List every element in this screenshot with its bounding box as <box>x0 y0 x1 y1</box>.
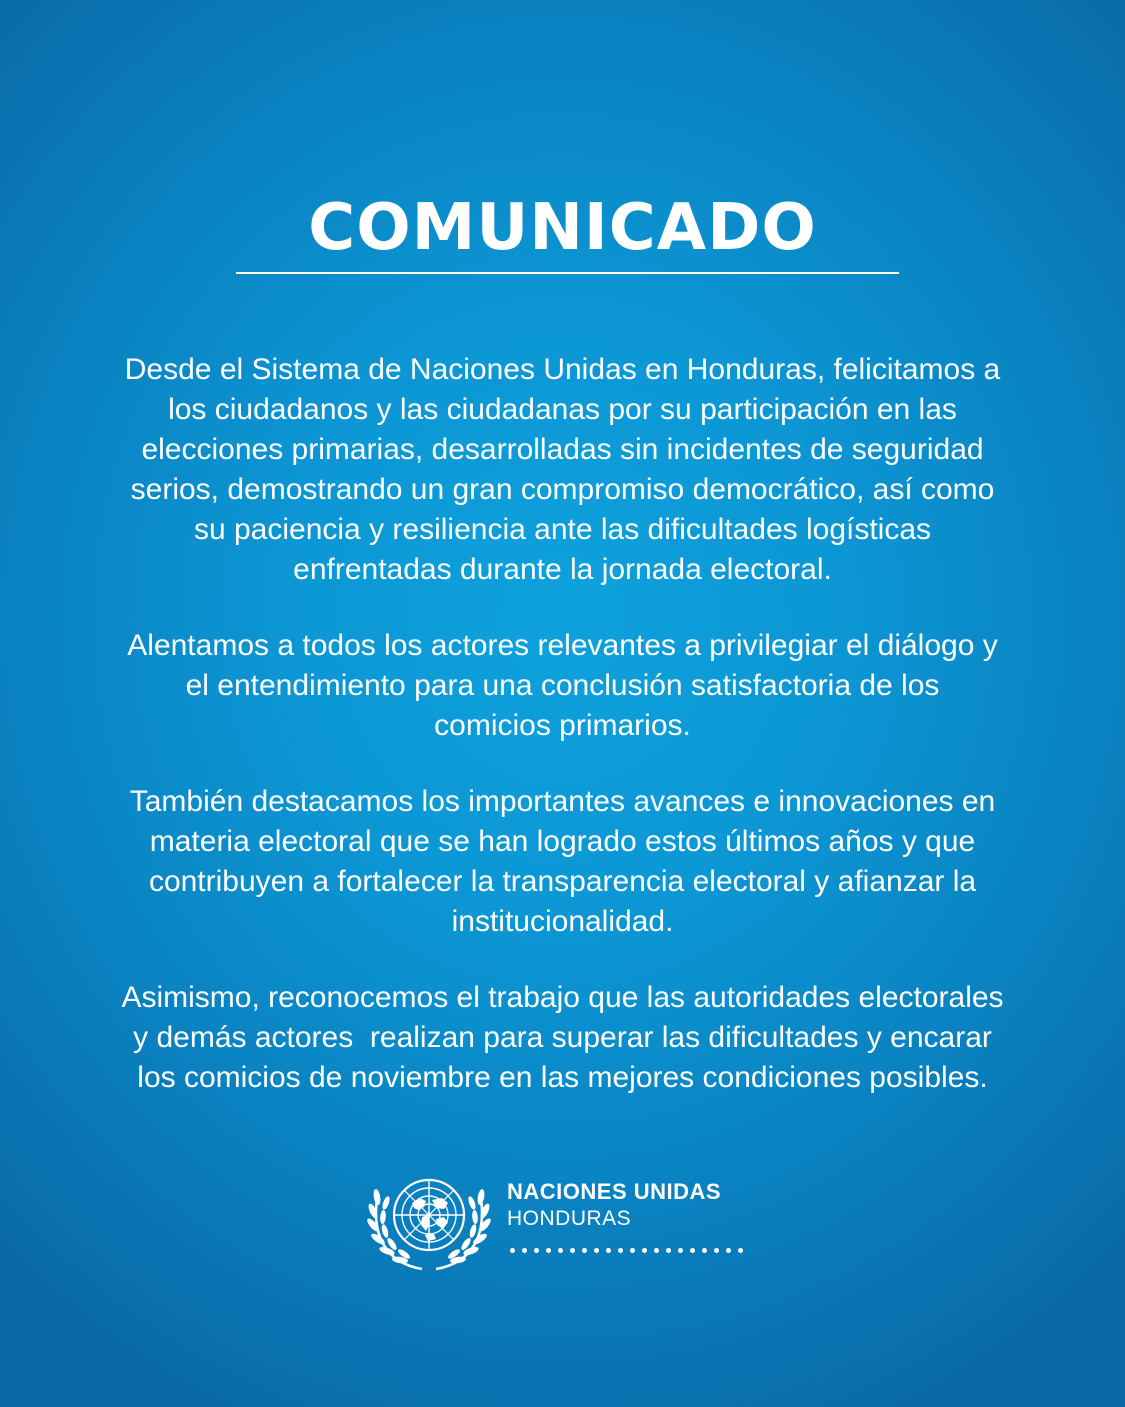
paragraph-line: También destacamos los importantes avances e innovaciones en <box>129 785 996 818</box>
dot <box>606 1248 611 1253</box>
paragraph-line: elecciones primarias, desarrolladas sin incidentes de seguridad <box>141 433 984 466</box>
dot <box>738 1248 743 1253</box>
dot <box>534 1248 539 1253</box>
dot <box>654 1248 659 1253</box>
paragraph-1 <box>60 350 1065 590</box>
paragraph-line: los ciudadanos y las ciudadanas por su participación en las <box>168 393 957 426</box>
dot <box>558 1248 563 1253</box>
un-logo <box>364 1165 784 1275</box>
dot <box>618 1248 623 1253</box>
paragraph-line: serios, demostrando un gran compromiso democrático, así como <box>130 473 995 506</box>
paragraph-4 <box>60 978 1065 1098</box>
dot <box>582 1248 587 1253</box>
decorative-dot-row <box>510 1248 743 1256</box>
dot <box>570 1248 575 1253</box>
dot <box>510 1248 515 1253</box>
paragraph-line: Desde el Sistema de Naciones Unidas en Honduras, felicitamos a <box>124 353 1001 386</box>
paragraph-3 <box>60 782 1065 942</box>
paragraph-line: institucionalidad. <box>451 905 674 938</box>
dot <box>678 1248 683 1253</box>
paragraph-line: y demás actores realizan para superar las dificultades y encarar <box>133 1021 992 1054</box>
page-title: COMUNICADO <box>308 191 817 265</box>
paragraph-line: materia electoral que se han logrado estos últimos años y que <box>149 825 976 858</box>
org-country: HONDURAS <box>507 1207 632 1230</box>
paragraph-line: Alentamos a todos los actores relevantes a privilegiar el diálogo y <box>127 629 998 662</box>
paragraph-line: contribuyen a fortalecer la transparencia electoral y afianzar la <box>148 865 977 898</box>
paragraph-line: los comicios de noviembre en las mejores condiciones posibles. <box>137 1061 988 1094</box>
dot <box>630 1248 635 1253</box>
paragraph-line: enfrentadas durante la jornada electoral. <box>293 553 832 586</box>
communique-body <box>60 350 1065 1134</box>
title-underline <box>236 272 899 274</box>
un-emblem-icon <box>364 1165 494 1275</box>
dot <box>522 1248 527 1253</box>
dot <box>546 1248 551 1253</box>
paragraph-line: el entendimiento para una conclusión satisfactoria de los <box>185 669 940 702</box>
paragraph-line: Asimismo, reconocemos el trabajo que las autoridades electorales <box>121 981 1004 1014</box>
dot <box>714 1248 719 1253</box>
dot <box>726 1248 731 1253</box>
dot <box>594 1248 599 1253</box>
paragraph-line: su paciencia y resiliencia ante las dificultades logísticas <box>193 513 932 546</box>
paragraph-2 <box>60 626 1065 746</box>
dot <box>690 1248 695 1253</box>
org-name: NACIONES UNIDAS <box>507 1179 722 1204</box>
dot <box>642 1248 647 1253</box>
paragraph-line: comicios primarios. <box>434 709 691 742</box>
dot <box>702 1248 707 1253</box>
dot <box>666 1248 671 1253</box>
